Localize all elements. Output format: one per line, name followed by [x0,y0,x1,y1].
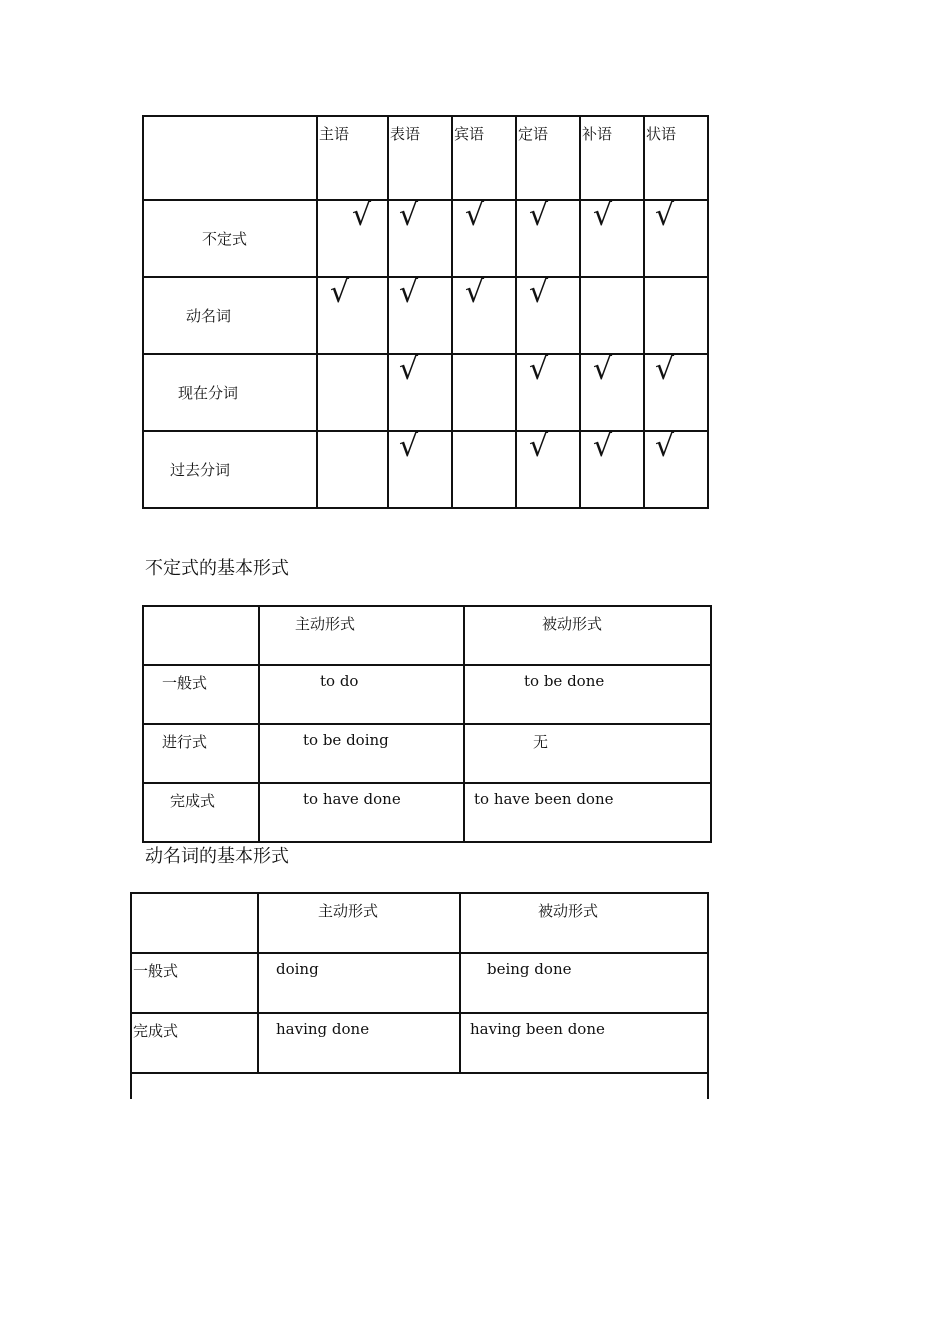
check-mark: √ [580,354,644,431]
column-header: 补语 [580,116,644,200]
corner-cell [143,606,259,665]
row-label: 一般式 [131,953,258,1013]
column-header: 主语 [317,116,388,200]
column-header: 被动形式 [464,606,711,665]
row-label: 完成式 [143,783,259,842]
check-mark: √ [388,277,452,354]
cell-value: to have been done [464,783,711,842]
column-header: 状语 [644,116,708,200]
check-mark [452,431,516,508]
table-row [143,783,711,842]
cell-value: to have done [259,783,464,842]
corner-cell [131,893,258,953]
check-mark [580,277,644,354]
usage-header-row [143,116,708,200]
row-label: 进行式 [143,724,259,783]
check-mark: √ [388,431,452,508]
infinitive-forms-table [142,605,712,843]
table-row [143,724,711,783]
check-mark: √ [644,354,708,431]
cell-value: to do [259,665,464,724]
row-label: 过去分词 [143,431,317,508]
check-mark: √ [516,431,580,508]
check-mark: √ [317,277,388,354]
row-label: 现在分词 [143,354,317,431]
check-mark [644,277,708,354]
column-header: 表语 [388,116,452,200]
check-mark: √ [580,431,644,508]
check-mark: √ [388,354,452,431]
column-header: 定语 [516,116,580,200]
gerund-forms-table [130,892,709,1099]
table-row [131,953,708,1013]
check-mark: √ [580,200,644,277]
column-header: 被动形式 [460,893,708,953]
row-label: 动名词 [143,277,317,354]
check-mark [452,354,516,431]
table-header-row [143,606,711,665]
section-heading: 动名词的基本形式 [145,846,289,867]
table-row [143,665,711,724]
check-mark: √ [388,200,452,277]
table-row [143,431,708,508]
check-mark: √ [516,354,580,431]
row-label: 完成式 [131,1013,258,1073]
column-header: 主动形式 [258,893,460,953]
cell-value: being done [460,953,708,1013]
check-mark: √ [644,431,708,508]
table-row [131,1073,708,1099]
usage-corner-cell [143,116,317,200]
cell-value: to be done [464,665,711,724]
table-row [143,200,708,277]
check-mark [317,431,388,508]
check-mark: √ [317,200,388,277]
check-mark: √ [516,200,580,277]
section-heading: 不定式的基本形式 [145,558,289,579]
row-label: 不定式 [143,200,317,277]
cell-value: having done [258,1013,460,1073]
cell-value: to be doing [259,724,464,783]
column-header: 主动形式 [259,606,464,665]
cell-value: doing [258,953,460,1013]
check-mark: √ [452,277,516,354]
check-mark: √ [452,200,516,277]
row-label: 一般式 [143,665,259,724]
check-mark: √ [516,277,580,354]
check-mark [317,354,388,431]
check-mark: √ [644,200,708,277]
usage-table [142,115,709,509]
table-header-row [131,893,708,953]
table-row [143,277,708,354]
empty-cell [131,1073,708,1099]
table-row [143,354,708,431]
table-row [131,1013,708,1073]
cell-value: having been done [460,1013,708,1073]
cell-value: 无 [464,724,711,783]
column-header: 宾语 [452,116,516,200]
